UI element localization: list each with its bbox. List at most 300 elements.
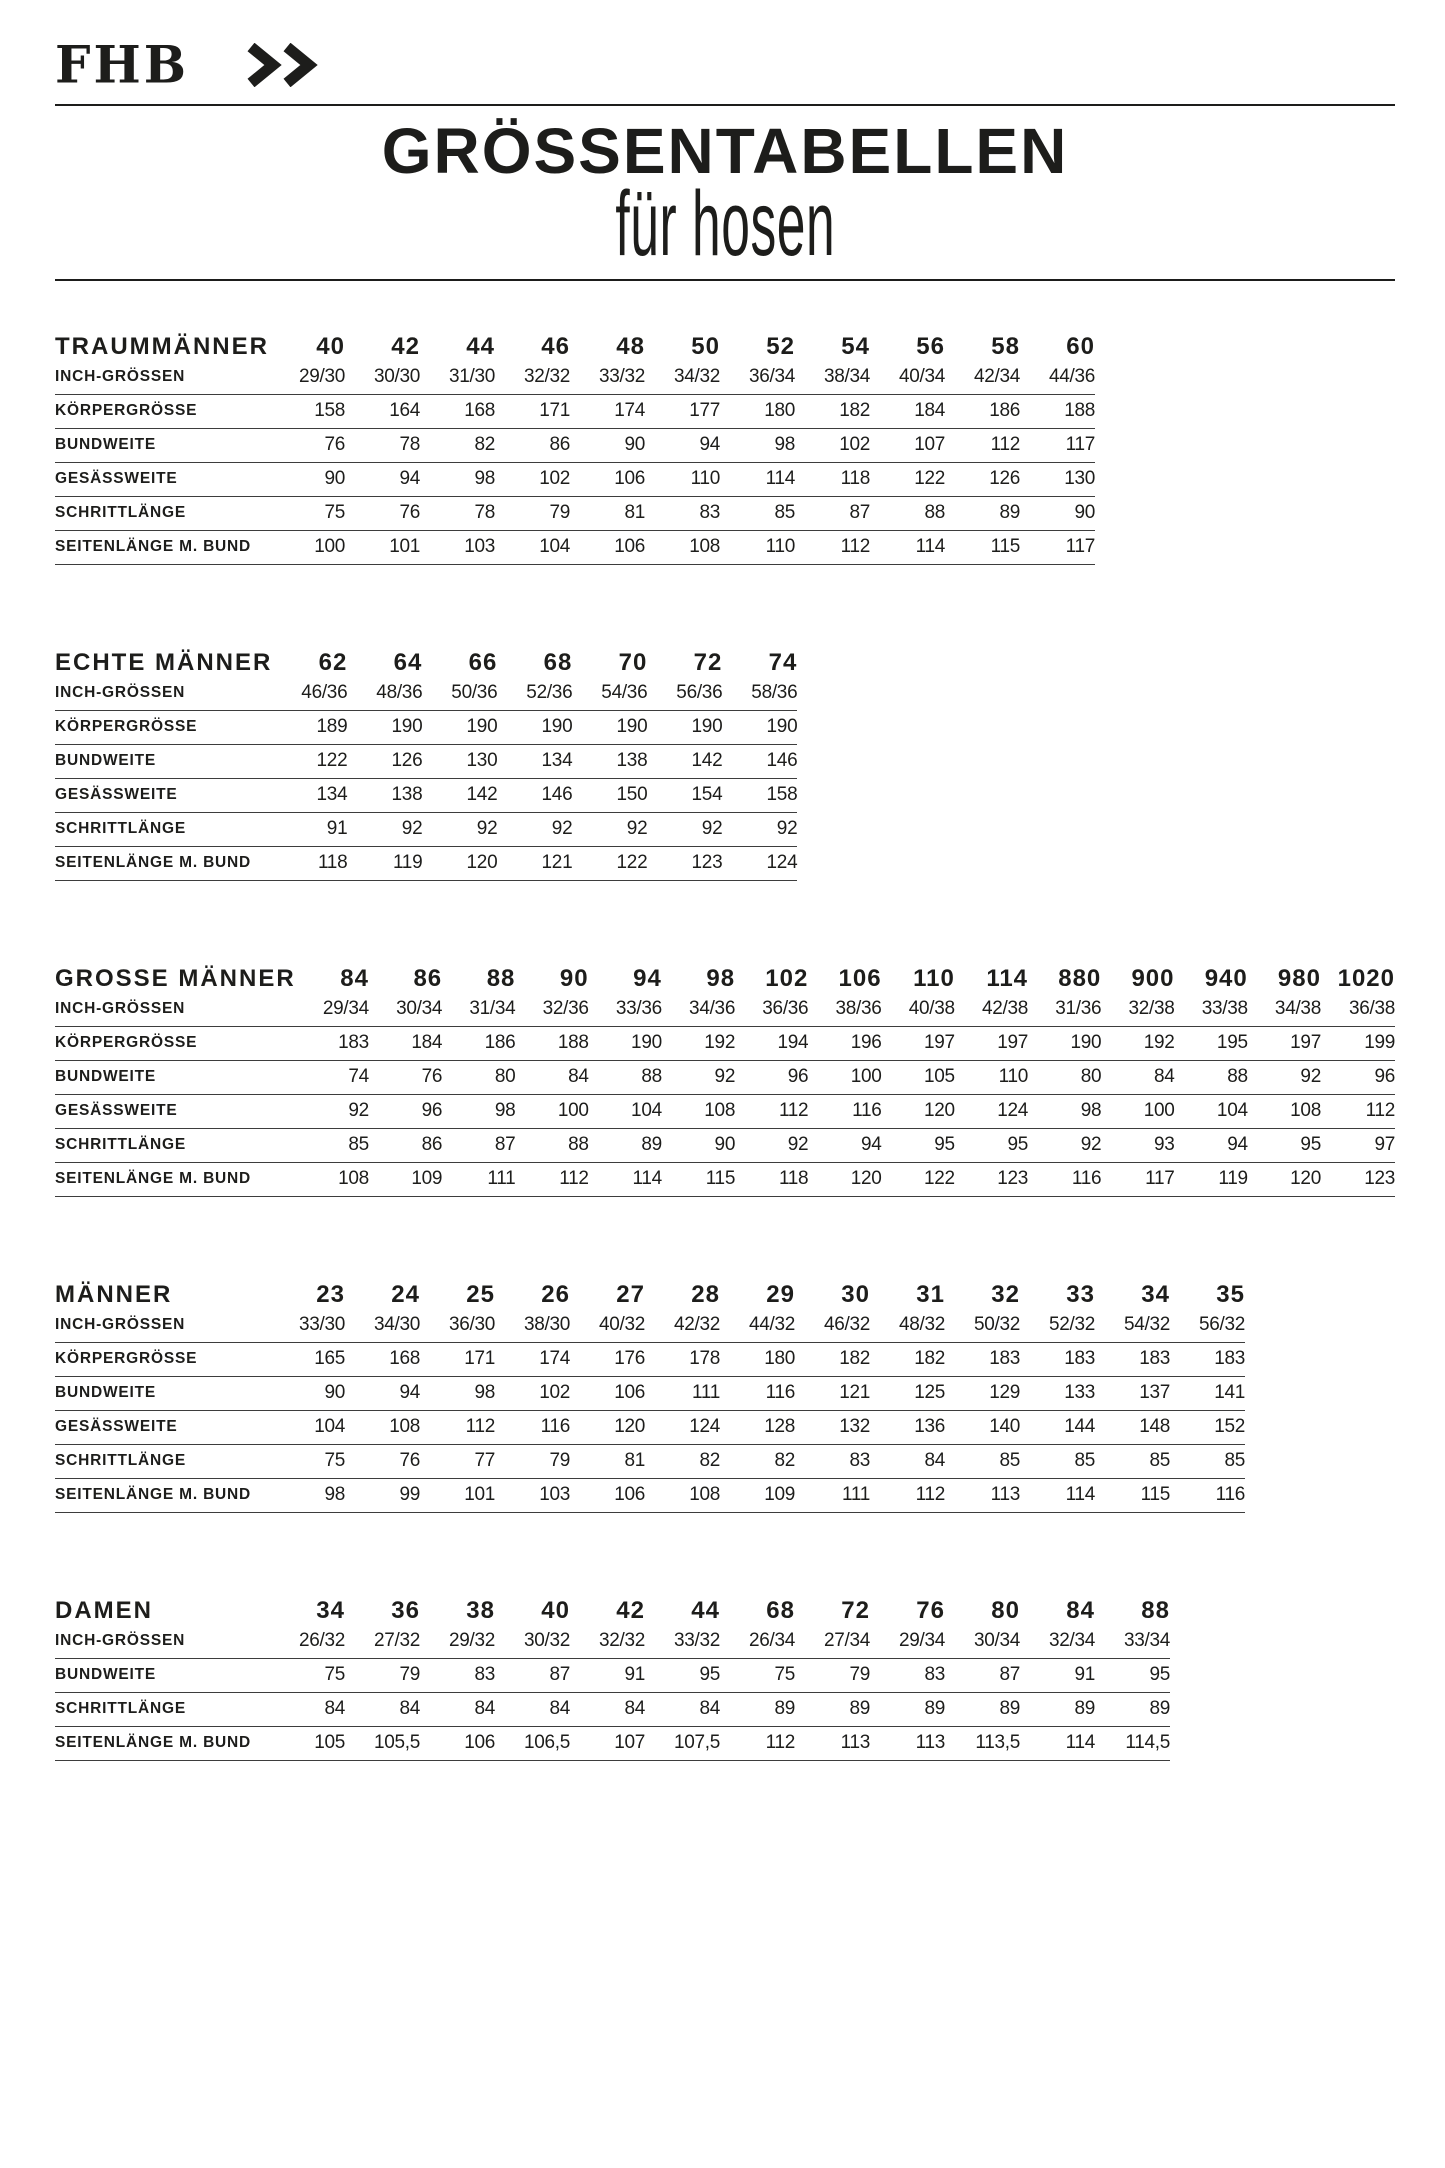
table-row bbox=[55, 1625, 1170, 1659]
value-cell: 103 bbox=[420, 530, 495, 564]
value-cell: 102 bbox=[495, 1376, 570, 1410]
value-cell: 174 bbox=[570, 394, 645, 428]
value-cell: 183 bbox=[1020, 1342, 1095, 1376]
size-header-row bbox=[55, 1281, 1245, 1309]
value-cell: 83 bbox=[645, 496, 720, 530]
value-cell: 80 bbox=[1028, 1060, 1101, 1094]
value-cell: 138 bbox=[347, 778, 422, 812]
value-cell: 176 bbox=[570, 1342, 645, 1376]
value-cell: 138 bbox=[572, 744, 647, 778]
value-cell: 104 bbox=[589, 1094, 662, 1128]
size-table-maenner bbox=[55, 1281, 1245, 1513]
value-cell: 121 bbox=[795, 1376, 870, 1410]
value-cell: 158 bbox=[270, 394, 345, 428]
size-cell: 68 bbox=[766, 1596, 795, 1624]
table-row bbox=[55, 1128, 1395, 1162]
value-cell: 44/32 bbox=[720, 1309, 795, 1343]
value-cell: 171 bbox=[495, 394, 570, 428]
size-cell: 62 bbox=[318, 648, 348, 676]
value-cell: 103 bbox=[495, 1478, 570, 1512]
value-cell: 116 bbox=[720, 1376, 795, 1410]
value-cell: 31/36 bbox=[1028, 993, 1101, 1027]
value-cell: 104 bbox=[1175, 1094, 1248, 1128]
table-row bbox=[55, 1658, 1170, 1692]
row-label: GESÄSSWEITE bbox=[55, 1094, 296, 1128]
table-name: MÄNNER bbox=[55, 1280, 173, 1308]
size-cell: 38 bbox=[466, 1596, 495, 1624]
value-cell: 33/34 bbox=[1095, 1625, 1170, 1659]
value-cell: 34/38 bbox=[1248, 993, 1321, 1027]
table-row bbox=[55, 1478, 1245, 1512]
value-cell: 89 bbox=[945, 496, 1020, 530]
value-cell: 107 bbox=[570, 1726, 645, 1760]
value-cell: 78 bbox=[345, 428, 420, 462]
table-row bbox=[55, 744, 797, 778]
value-cell: 190 bbox=[497, 710, 572, 744]
value-cell: 76 bbox=[345, 1444, 420, 1478]
value-cell: 109 bbox=[720, 1478, 795, 1512]
value-cell: 75 bbox=[270, 496, 345, 530]
value-cell: 111 bbox=[795, 1478, 870, 1512]
value-cell: 54/32 bbox=[1095, 1309, 1170, 1343]
value-cell: 116 bbox=[808, 1094, 881, 1128]
value-cell: 91 bbox=[272, 812, 347, 846]
size-table-grosse-maenner bbox=[55, 965, 1395, 1197]
value-cell: 95 bbox=[1248, 1128, 1321, 1162]
size-cell: 74 bbox=[768, 648, 798, 676]
value-cell: 174 bbox=[495, 1342, 570, 1376]
table-row bbox=[55, 1726, 1170, 1760]
table-row bbox=[55, 428, 1095, 462]
size-cell: 66 bbox=[468, 648, 498, 676]
row-label: GESÄSSWEITE bbox=[55, 1410, 270, 1444]
size-cell: 52 bbox=[766, 332, 795, 360]
value-cell: 56/32 bbox=[1170, 1309, 1245, 1343]
value-cell: 75 bbox=[270, 1658, 345, 1692]
value-cell: 192 bbox=[1101, 1026, 1174, 1060]
divider-top bbox=[55, 104, 1395, 106]
size-cell: 68 bbox=[543, 648, 573, 676]
row-label: KÖRPERGRÖSSE bbox=[55, 710, 272, 744]
table-row bbox=[55, 778, 797, 812]
value-cell: 108 bbox=[345, 1410, 420, 1444]
value-cell: 85 bbox=[296, 1128, 369, 1162]
table-row bbox=[55, 812, 797, 846]
value-cell: 30/32 bbox=[495, 1625, 570, 1659]
value-cell: 92 bbox=[347, 812, 422, 846]
value-cell: 117 bbox=[1101, 1162, 1174, 1196]
value-cell: 197 bbox=[882, 1026, 955, 1060]
size-cell: 40 bbox=[316, 332, 345, 360]
value-cell: 96 bbox=[1321, 1060, 1395, 1094]
value-cell: 111 bbox=[442, 1162, 515, 1196]
value-cell: 154 bbox=[647, 778, 722, 812]
value-cell: 90 bbox=[270, 1376, 345, 1410]
value-cell: 74 bbox=[296, 1060, 369, 1094]
table-row bbox=[55, 361, 1095, 395]
value-cell: 34/32 bbox=[645, 361, 720, 395]
value-cell: 52/36 bbox=[497, 677, 572, 711]
value-cell: 134 bbox=[272, 778, 347, 812]
value-cell: 120 bbox=[422, 846, 497, 880]
value-cell: 58/36 bbox=[722, 677, 797, 711]
size-cell: 114 bbox=[986, 964, 1029, 992]
value-cell: 85 bbox=[1095, 1444, 1170, 1478]
table-row bbox=[55, 1060, 1395, 1094]
value-cell: 148 bbox=[1095, 1410, 1170, 1444]
row-label: BUNDWEITE bbox=[55, 1658, 270, 1692]
value-cell: 108 bbox=[645, 530, 720, 564]
value-cell: 123 bbox=[647, 846, 722, 880]
value-cell: 30/30 bbox=[345, 361, 420, 395]
row-label: KÖRPERGRÖSSE bbox=[55, 1342, 270, 1376]
value-cell: 125 bbox=[870, 1376, 945, 1410]
size-cell: 1020 bbox=[1337, 964, 1395, 992]
value-cell: 90 bbox=[662, 1128, 735, 1162]
value-cell: 113,5 bbox=[945, 1726, 1020, 1760]
value-cell: 27/32 bbox=[345, 1625, 420, 1659]
value-cell: 182 bbox=[795, 1342, 870, 1376]
value-cell: 109 bbox=[369, 1162, 442, 1196]
value-cell: 134 bbox=[497, 744, 572, 778]
value-cell: 115 bbox=[945, 530, 1020, 564]
row-label: BUNDWEITE bbox=[55, 428, 270, 462]
table-name: GROSSE MÄNNER bbox=[55, 964, 296, 992]
value-cell: 121 bbox=[497, 846, 572, 880]
value-cell: 105 bbox=[270, 1726, 345, 1760]
value-cell: 122 bbox=[272, 744, 347, 778]
value-cell: 48/32 bbox=[870, 1309, 945, 1343]
row-label: SEITENLÄNGE M. BUND bbox=[55, 530, 270, 564]
value-cell: 52/32 bbox=[1020, 1309, 1095, 1343]
value-cell: 120 bbox=[1248, 1162, 1321, 1196]
value-cell: 190 bbox=[589, 1026, 662, 1060]
value-cell: 168 bbox=[420, 394, 495, 428]
value-cell: 146 bbox=[722, 744, 797, 778]
value-cell: 124 bbox=[722, 846, 797, 880]
value-cell: 190 bbox=[347, 710, 422, 744]
value-cell: 38/30 bbox=[495, 1309, 570, 1343]
table-row bbox=[55, 1376, 1245, 1410]
value-cell: 188 bbox=[1020, 394, 1095, 428]
value-cell: 130 bbox=[1020, 462, 1095, 496]
value-cell: 196 bbox=[808, 1026, 881, 1060]
size-cell: 48 bbox=[616, 332, 645, 360]
value-cell: 194 bbox=[735, 1026, 808, 1060]
value-cell: 42/38 bbox=[955, 993, 1028, 1027]
value-cell: 114 bbox=[1020, 1478, 1095, 1512]
size-cell: 42 bbox=[616, 1596, 645, 1624]
value-cell: 83 bbox=[795, 1444, 870, 1478]
value-cell: 130 bbox=[422, 744, 497, 778]
table-row bbox=[55, 993, 1395, 1027]
value-cell: 186 bbox=[442, 1026, 515, 1060]
value-cell: 116 bbox=[1028, 1162, 1101, 1196]
value-cell: 100 bbox=[515, 1094, 588, 1128]
value-cell: 123 bbox=[955, 1162, 1028, 1196]
value-cell: 128 bbox=[720, 1410, 795, 1444]
value-cell: 88 bbox=[515, 1128, 588, 1162]
value-cell: 108 bbox=[645, 1478, 720, 1512]
value-cell: 183 bbox=[945, 1342, 1020, 1376]
value-cell: 118 bbox=[795, 462, 870, 496]
value-cell: 89 bbox=[720, 1692, 795, 1726]
value-cell: 76 bbox=[369, 1060, 442, 1094]
value-cell: 97 bbox=[1321, 1128, 1395, 1162]
value-cell: 180 bbox=[720, 394, 795, 428]
value-cell: 199 bbox=[1321, 1026, 1395, 1060]
value-cell: 190 bbox=[572, 710, 647, 744]
size-table-echte-maenner bbox=[55, 649, 797, 881]
value-cell: 100 bbox=[808, 1060, 881, 1094]
value-cell: 106 bbox=[570, 1376, 645, 1410]
table-row bbox=[55, 394, 1095, 428]
value-cell: 142 bbox=[422, 778, 497, 812]
row-label: INCH-GRÖSSEN bbox=[55, 677, 272, 711]
value-cell: 29/32 bbox=[420, 1625, 495, 1659]
value-cell: 113 bbox=[945, 1478, 1020, 1512]
size-cell: 102 bbox=[765, 964, 809, 992]
value-cell: 94 bbox=[1175, 1128, 1248, 1162]
row-label: SCHRITTLÄNGE bbox=[55, 496, 270, 530]
row-label: SCHRITTLÄNGE bbox=[55, 812, 272, 846]
value-cell: 182 bbox=[795, 394, 870, 428]
row-label: BUNDWEITE bbox=[55, 1060, 296, 1094]
value-cell: 180 bbox=[720, 1342, 795, 1376]
value-cell: 98 bbox=[442, 1094, 515, 1128]
size-header-row bbox=[55, 965, 1395, 993]
value-cell: 110 bbox=[955, 1060, 1028, 1094]
size-cell: 23 bbox=[316, 1280, 345, 1308]
value-cell: 87 bbox=[442, 1128, 515, 1162]
row-label: BUNDWEITE bbox=[55, 744, 272, 778]
size-cell: 980 bbox=[1277, 964, 1321, 992]
double-chevron-icon bbox=[247, 43, 335, 87]
value-cell: 36/38 bbox=[1321, 993, 1395, 1027]
value-cell: 137 bbox=[1095, 1376, 1170, 1410]
value-cell: 112 bbox=[795, 530, 870, 564]
row-label: SCHRITTLÄNGE bbox=[55, 1692, 270, 1726]
value-cell: 91 bbox=[570, 1658, 645, 1692]
table-row bbox=[55, 1444, 1245, 1478]
size-cell: 86 bbox=[413, 964, 443, 992]
value-cell: 101 bbox=[420, 1478, 495, 1512]
row-label: GESÄSSWEITE bbox=[55, 462, 270, 496]
table-row bbox=[55, 1410, 1245, 1444]
value-cell: 113 bbox=[795, 1726, 870, 1760]
value-cell: 84 bbox=[495, 1692, 570, 1726]
value-cell: 44/36 bbox=[1020, 361, 1095, 395]
size-cell: 70 bbox=[618, 648, 648, 676]
value-cell: 90 bbox=[570, 428, 645, 462]
value-cell: 40/32 bbox=[570, 1309, 645, 1343]
table-row bbox=[55, 846, 797, 880]
value-cell: 42/34 bbox=[945, 361, 1020, 395]
row-label: GESÄSSWEITE bbox=[55, 778, 272, 812]
value-cell: 94 bbox=[808, 1128, 881, 1162]
value-cell: 183 bbox=[1170, 1342, 1245, 1376]
value-cell: 89 bbox=[945, 1692, 1020, 1726]
size-cell: 44 bbox=[466, 332, 495, 360]
page-subtitle: für hosen bbox=[615, 173, 835, 276]
value-cell: 92 bbox=[296, 1094, 369, 1128]
value-cell: 112 bbox=[515, 1162, 588, 1196]
row-label: INCH-GRÖSSEN bbox=[55, 361, 270, 395]
value-cell: 123 bbox=[1321, 1162, 1395, 1196]
size-table-damen bbox=[55, 1597, 1170, 1761]
value-cell: 108 bbox=[1248, 1094, 1321, 1128]
value-cell: 116 bbox=[495, 1410, 570, 1444]
value-cell: 122 bbox=[572, 846, 647, 880]
table-name: ECHTE MÄNNER bbox=[55, 648, 273, 676]
table-row bbox=[55, 530, 1095, 564]
value-cell: 113 bbox=[870, 1726, 945, 1760]
size-cell: 98 bbox=[706, 964, 736, 992]
value-cell: 92 bbox=[497, 812, 572, 846]
value-cell: 26/34 bbox=[720, 1625, 795, 1659]
size-cell: 84 bbox=[340, 964, 369, 992]
value-cell: 183 bbox=[1095, 1342, 1170, 1376]
value-cell: 32/32 bbox=[495, 361, 570, 395]
value-cell: 89 bbox=[1095, 1692, 1170, 1726]
row-label: INCH-GRÖSSEN bbox=[55, 1309, 270, 1343]
table-row bbox=[55, 1026, 1395, 1060]
value-cell: 104 bbox=[270, 1410, 345, 1444]
size-cell: 64 bbox=[393, 648, 423, 676]
value-cell: 129 bbox=[945, 1376, 1020, 1410]
value-cell: 182 bbox=[870, 1342, 945, 1376]
value-cell: 92 bbox=[1248, 1060, 1321, 1094]
value-cell: 46/32 bbox=[795, 1309, 870, 1343]
value-cell: 119 bbox=[347, 846, 422, 880]
value-cell: 88 bbox=[589, 1060, 662, 1094]
value-cell: 190 bbox=[722, 710, 797, 744]
value-cell: 115 bbox=[1095, 1478, 1170, 1512]
table-row bbox=[55, 462, 1095, 496]
value-cell: 76 bbox=[270, 428, 345, 462]
size-cell: 26 bbox=[541, 1280, 570, 1308]
divider-under-title bbox=[55, 279, 1395, 281]
value-cell: 108 bbox=[662, 1094, 735, 1128]
value-cell: 94 bbox=[645, 428, 720, 462]
value-cell: 90 bbox=[1020, 496, 1095, 530]
row-label: SEITENLÄNGE M. BUND bbox=[55, 1726, 270, 1760]
value-cell: 92 bbox=[1028, 1128, 1101, 1162]
value-cell: 38/36 bbox=[808, 993, 881, 1027]
value-cell: 101 bbox=[345, 530, 420, 564]
value-cell: 106 bbox=[570, 530, 645, 564]
value-cell: 33/38 bbox=[1175, 993, 1248, 1027]
value-cell: 114 bbox=[589, 1162, 662, 1196]
value-cell: 124 bbox=[645, 1410, 720, 1444]
value-cell: 82 bbox=[720, 1444, 795, 1478]
value-cell: 100 bbox=[270, 530, 345, 564]
size-cell: 940 bbox=[1204, 964, 1248, 992]
value-cell: 87 bbox=[495, 1658, 570, 1692]
value-cell: 115 bbox=[662, 1162, 735, 1196]
value-cell: 164 bbox=[345, 394, 420, 428]
value-cell: 122 bbox=[870, 462, 945, 496]
value-cell: 92 bbox=[722, 812, 797, 846]
value-cell: 114 bbox=[720, 462, 795, 496]
value-cell: 95 bbox=[645, 1658, 720, 1692]
value-cell: 82 bbox=[420, 428, 495, 462]
value-cell: 111 bbox=[645, 1376, 720, 1410]
value-cell: 110 bbox=[720, 530, 795, 564]
value-cell: 48/36 bbox=[347, 677, 422, 711]
value-cell: 94 bbox=[345, 1376, 420, 1410]
value-cell: 120 bbox=[882, 1094, 955, 1128]
value-cell: 88 bbox=[1175, 1060, 1248, 1094]
value-cell: 81 bbox=[570, 496, 645, 530]
value-cell: 78 bbox=[420, 496, 495, 530]
value-cell: 36/30 bbox=[420, 1309, 495, 1343]
brand-logo-text: FHB bbox=[55, 34, 189, 95]
row-label: INCH-GRÖSSEN bbox=[55, 1625, 270, 1659]
value-cell: 27/34 bbox=[795, 1625, 870, 1659]
value-cell: 112 bbox=[1321, 1094, 1395, 1128]
value-cell: 95 bbox=[1095, 1658, 1170, 1692]
value-cell: 85 bbox=[720, 496, 795, 530]
value-cell: 107 bbox=[870, 428, 945, 462]
row-label: SEITENLÄNGE M. BUND bbox=[55, 1162, 296, 1196]
value-cell: 36/36 bbox=[735, 993, 808, 1027]
value-cell: 91 bbox=[1020, 1658, 1095, 1692]
value-cell: 141 bbox=[1170, 1376, 1245, 1410]
value-cell: 112 bbox=[870, 1478, 945, 1512]
value-cell: 108 bbox=[296, 1162, 369, 1196]
size-cell: 80 bbox=[991, 1596, 1020, 1624]
title-block bbox=[55, 115, 1395, 276]
value-cell: 75 bbox=[720, 1658, 795, 1692]
value-cell: 31/30 bbox=[420, 361, 495, 395]
size-cell: 28 bbox=[691, 1280, 720, 1308]
value-cell: 84 bbox=[345, 1692, 420, 1726]
value-cell: 114,5 bbox=[1095, 1726, 1170, 1760]
value-cell: 42/32 bbox=[645, 1309, 720, 1343]
size-cell: 34 bbox=[1141, 1280, 1170, 1308]
value-cell: 93 bbox=[1101, 1128, 1174, 1162]
value-cell: 84 bbox=[870, 1444, 945, 1478]
value-cell: 92 bbox=[572, 812, 647, 846]
value-cell: 34/36 bbox=[662, 993, 735, 1027]
size-cell: 25 bbox=[466, 1280, 495, 1308]
size-cell: 54 bbox=[841, 332, 870, 360]
value-cell: 95 bbox=[882, 1128, 955, 1162]
value-cell: 126 bbox=[945, 462, 1020, 496]
size-cell: 34 bbox=[316, 1596, 345, 1624]
size-cell: 44 bbox=[691, 1596, 720, 1624]
value-cell: 140 bbox=[945, 1410, 1020, 1444]
value-cell: 94 bbox=[345, 462, 420, 496]
value-cell: 75 bbox=[270, 1444, 345, 1478]
size-cell: 24 bbox=[391, 1280, 420, 1308]
value-cell: 34/30 bbox=[345, 1309, 420, 1343]
value-cell: 197 bbox=[1248, 1026, 1321, 1060]
row-label: SEITENLÄNGE M. BUND bbox=[55, 1478, 270, 1512]
value-cell: 112 bbox=[420, 1410, 495, 1444]
value-cell: 90 bbox=[270, 462, 345, 496]
value-cell: 29/30 bbox=[270, 361, 345, 395]
value-cell: 82 bbox=[645, 1444, 720, 1478]
size-table-traummaenner bbox=[55, 333, 1095, 565]
value-cell: 112 bbox=[735, 1094, 808, 1128]
value-cell: 184 bbox=[870, 394, 945, 428]
value-cell: 189 bbox=[272, 710, 347, 744]
value-cell: 106 bbox=[570, 1478, 645, 1512]
value-cell: 92 bbox=[422, 812, 497, 846]
size-cell: 58 bbox=[991, 332, 1020, 360]
